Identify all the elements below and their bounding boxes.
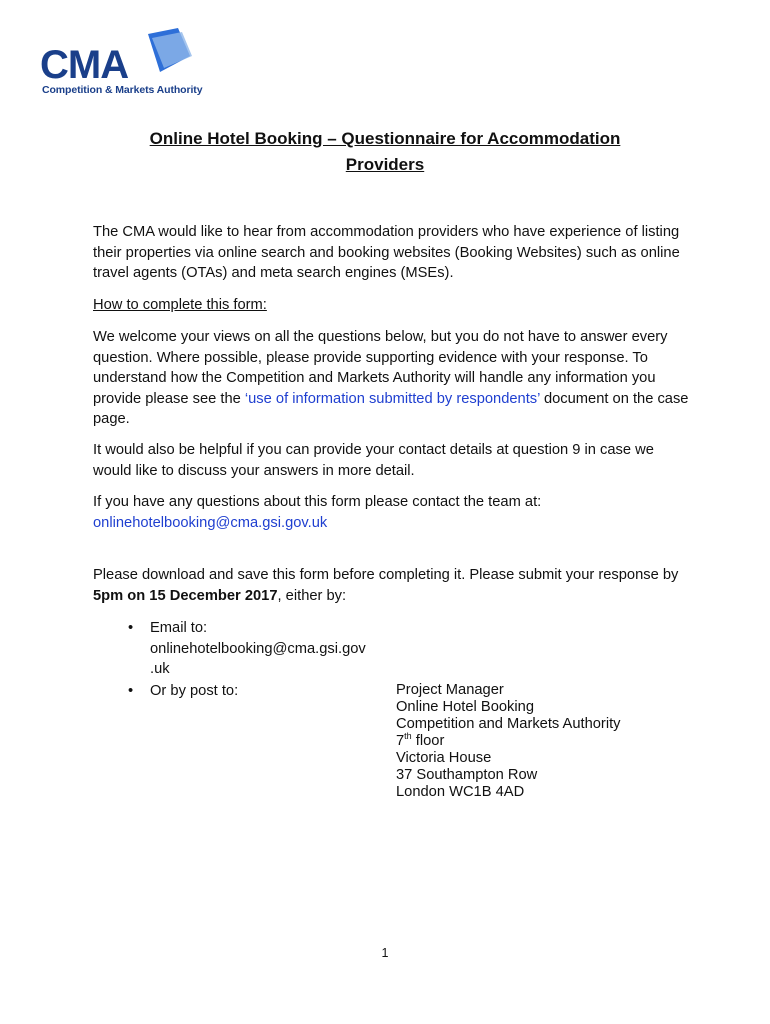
questions-paragraph: [93, 492, 693, 533]
cma-logo-mark-icon: [40, 26, 200, 86]
intro-paragraph: The CMA would like to hear from accommodation providers who have experience of listing their properties via online search and booking websites (Booking Websites) such as online travel agents (OTAs) and meta search engines (MSEs).: [93, 224, 680, 281]
address-line-3: Competition and Markets Authority: [396, 716, 621, 732]
email-bullet: [150, 618, 366, 680]
submit-text: Please download and save this form before completing it. Please submit your response by: [93, 567, 679, 583]
use-of-information-link[interactable]: ‘use of information submitted by respondents’: [244, 390, 540, 407]
title-line-1: Online Hotel Booking – Questionnaire for Accommodation: [149, 129, 621, 148]
contact-paragraph: It would also be helpful if you can provide your contact details at question 9 in case we would like to discuss your answers in more detail.: [93, 442, 654, 479]
questions-email-link[interactable]: onlinehotelbooking@cma.gsi.gov.uk: [93, 514, 328, 531]
questions-text: If you have any questions about this form please contact the team at:: [93, 494, 542, 510]
address-line-7: London WC1B 4AD: [396, 784, 525, 800]
submit-tail: , either by:: [277, 587, 347, 604]
email-address-line-2: .uk: [150, 661, 170, 677]
welcome-paragraph: [93, 327, 693, 430]
address-line-5: Victoria House: [396, 750, 492, 766]
postal-address: [396, 682, 621, 801]
submit-paragraph: [93, 565, 693, 606]
bullet-dot-post: •: [128, 683, 134, 699]
welcome-text: We welcome your views on all the questions below, but you do not have to answer every question. Where possible, please provide supporting evidence with your response. To understand how the Competition and Markets Authority will handle any information you provide please see the: [93, 329, 668, 407]
email-label: Email to:: [150, 620, 208, 636]
document-title: [95, 126, 675, 178]
floor-number: 7: [396, 733, 405, 749]
title-line-2: Providers: [345, 155, 425, 174]
floor-suffix: th: [404, 731, 412, 742]
how-to-heading: How to complete this form:: [93, 297, 267, 313]
post-label: Or by post to:: [150, 683, 239, 699]
cma-logo: [40, 26, 203, 100]
floor-word: floor: [411, 733, 445, 749]
address-floor: [396, 733, 621, 750]
address-line-2: Online Hotel Booking: [396, 699, 534, 715]
welcome-tail: document on the case page.: [93, 390, 689, 427]
bullet-dot-email: •: [128, 620, 134, 636]
address-line-6: 37 Southampton Row: [396, 767, 538, 783]
submit-deadline: 5pm on 15 December 2017: [93, 587, 278, 604]
address-line-1: Project Manager: [396, 682, 504, 698]
logo-wordmark: CMA: [40, 43, 129, 86]
page-number: 1: [381, 946, 389, 960]
logo-subtitle: Competition & Markets Authority: [42, 84, 203, 96]
email-address-line-1: onlinehotelbooking@cma.gsi.gov: [150, 640, 366, 657]
